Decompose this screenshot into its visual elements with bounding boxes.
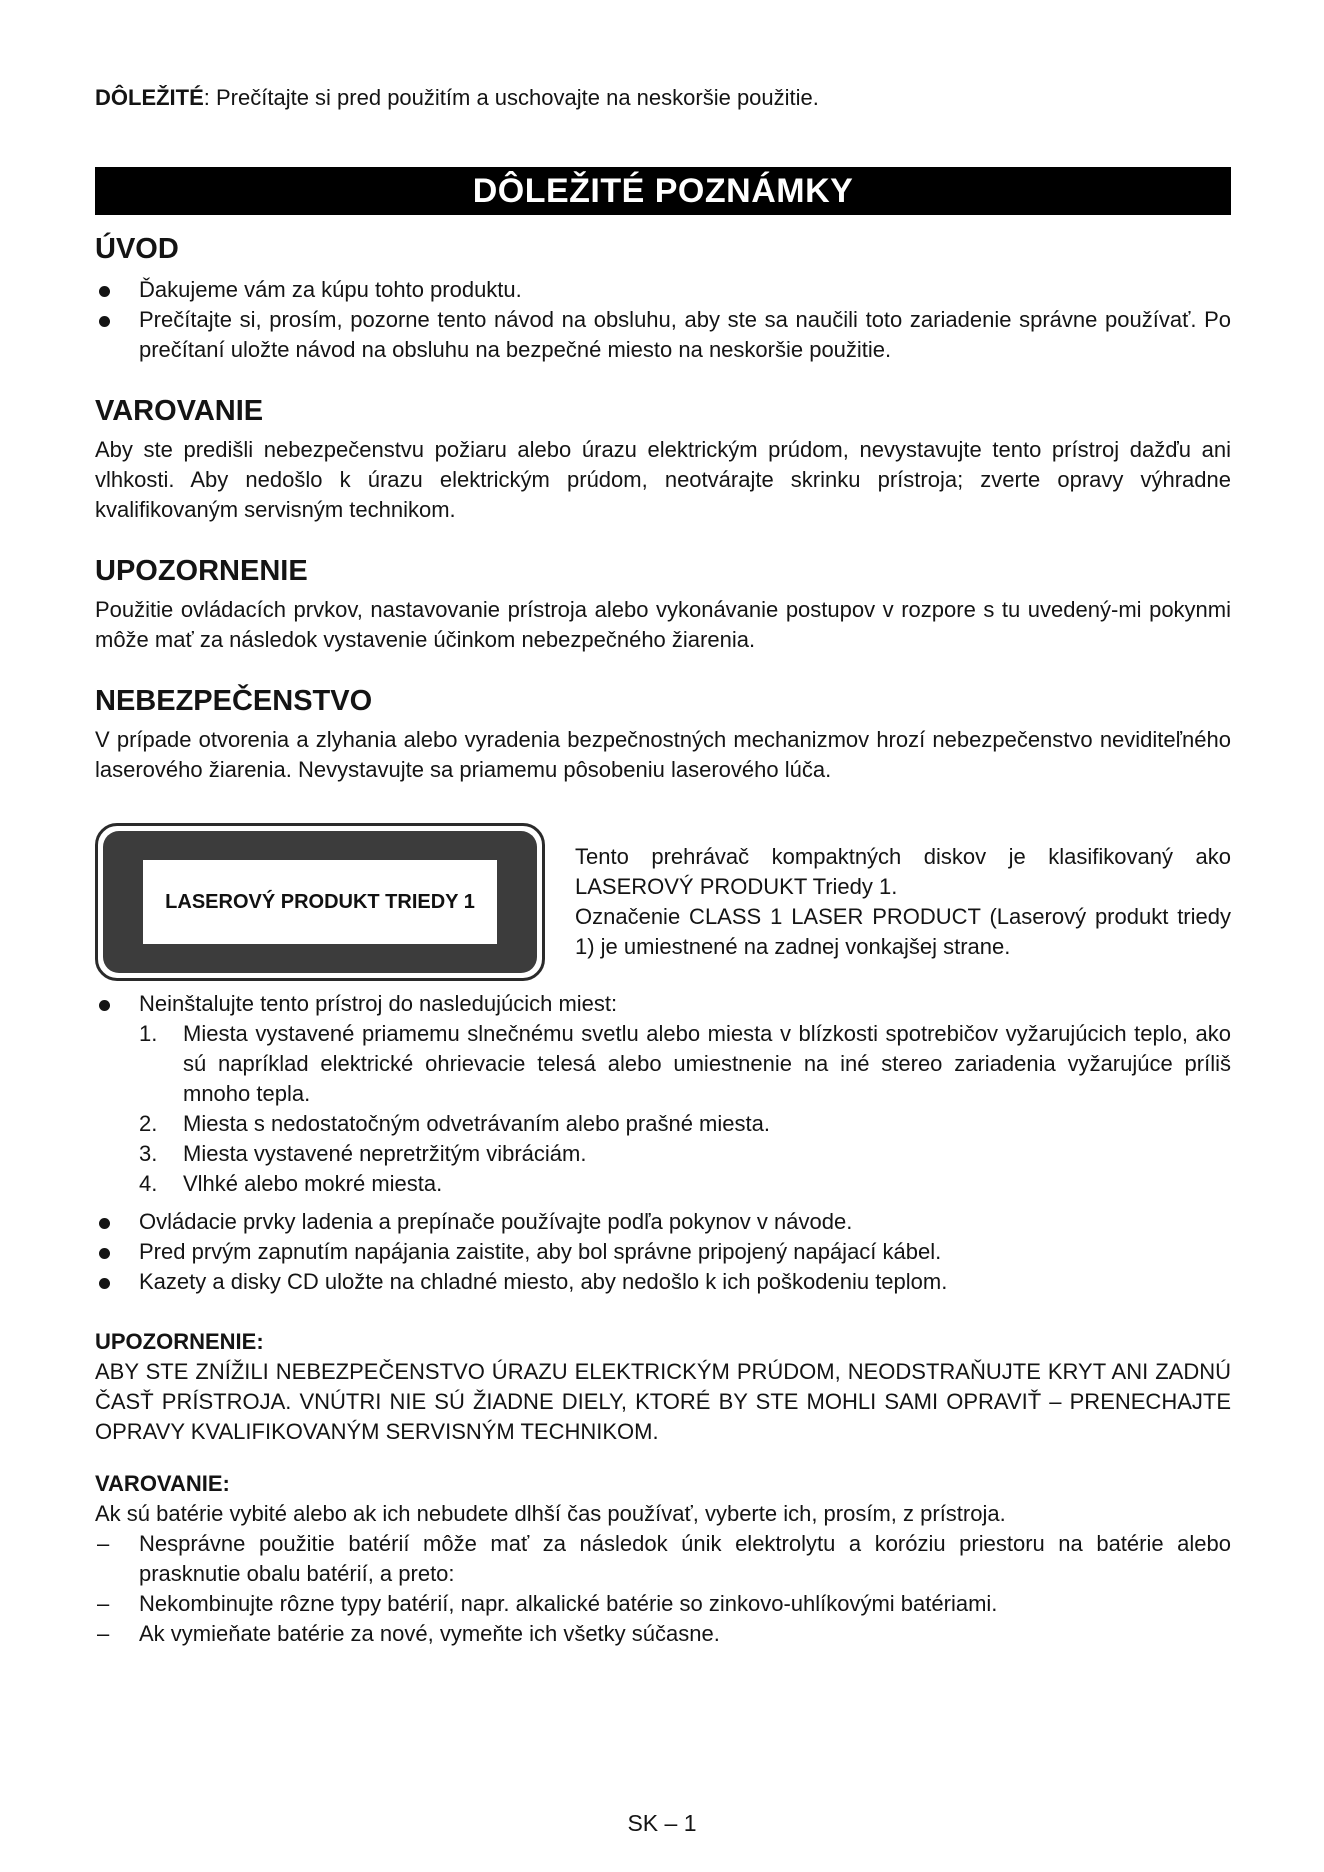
list-item: Pred prvým zapnutím napájania zaistite, aby bol správne pripojený napájací kábel. [95, 1237, 1231, 1267]
intro-text: : Prečítajte si pred použitím a uschovajte na neskoršie použitie. [203, 85, 819, 110]
heading-varovanie: VAROVANIE [95, 395, 264, 427]
warning-lead: Ak sú batérie vybité alebo ak ich nebudete dlhší čas používať, vyberte ich, prosím, z prístroja. [95, 1501, 1006, 1526]
numbered-item [139, 1019, 1231, 1109]
list-item: – Nekombinujte rôzne typy batérií, napr. alkalické batérie so zinkovo-uhlíkovými batériami. [95, 1589, 1231, 1619]
laser-line-2: Označenie CLASS 1 LASER PRODUCT (Laserový produkt triedy 1) je umiestnené na zadnej vonkajšej strane. [575, 904, 1231, 959]
warning-title: VAROVANIE: [95, 1471, 230, 1496]
laser-class-label [95, 823, 545, 981]
laser-label-text: LASEROVÝ PRODUKT TRIEDY 1 [143, 860, 497, 944]
section-banner: DÔLEŽITÉ POZNÁMKY [95, 167, 1231, 215]
numbered-item [139, 1169, 1231, 1199]
install-places [95, 1019, 1231, 1199]
item-text: Miesta vystavené priamemu slnečnému svetlu alebo miesta v blízkosti spotrebičov vyžarujúcich teplo, ako sú napríklad elektrické ohrievacie telesá alebo umiestnenie na iné stereo zariadenia vyžarujúce príliš mnoho tepla. [183, 1021, 1231, 1106]
upozornenie-text: Použitie ovládacích prvkov, nastavovanie prístroja alebo vykonávanie postupov v rozpore s tu uvedený-mi pokynmi môže mať za následok vystavenie účinkom nebezpečného žiarenia. [95, 597, 1231, 652]
battery-list [95, 1529, 1231, 1649]
numbered-item [139, 1109, 1231, 1139]
laser-description [575, 842, 1231, 962]
list-item: – Ak vymieňate batérie za nové, vymeňte ich všetky súčasne. [95, 1619, 1231, 1649]
heading-uvod: ÚVOD [95, 233, 179, 265]
item-number: 1. [139, 1021, 158, 1046]
list-item: Neinštalujte tento prístroj do nasledujúcich miest: [95, 989, 1231, 1019]
nebezpecenstvo-text: V prípade otvorenia a zlyhania alebo vyradenia bezpečnostných mechanizmov hrozí nebezpečenstvo neviditeľného laserového žiarenia. Nevystavujte sa priamemu pôsobeniu laserového lúča. [95, 727, 1231, 782]
list-item: Prečítajte si, prosím, pozorne tento návod na obsluhu, aby ste sa naučili toto zariadenie správne používať. Po prečítaní uložte návod na obsluhu na bezpečné miesto na neskoršie použitie. [95, 305, 1231, 365]
item-number: 2. [139, 1111, 158, 1136]
caution-text: ABY STE ZNÍŽILI NEBEZPEČENSTVO ÚRAZU ELEKTRICKÝM PRÚDOM, NEODSTRAŇUJTE KRYT ANI ZADNÚ ČASŤ PRÍSTROJA. VNÚTRI NIE SÚ ŽIADNE DIELY, KTORÉ BY STE MOHLI SAMI OPRAVIŤ – PRENECHAJTE OPRAVY KVALIFIKOVANÝM SERVISNÝM TECHNIKOM. [95, 1359, 1231, 1444]
heading-upozornenie: UPOZORNENIE [95, 555, 308, 587]
page-number: SK – 1 [627, 1810, 697, 1836]
laser-line-1: Tento prehrávač kompaktných diskov je klasifikovaný ako LASEROVÝ PRODUKT Triedy 1. [575, 844, 1231, 899]
item-text: Vlhké alebo mokré miesta. [183, 1171, 443, 1196]
heading-nebezpecenstvo: NEBEZPEČENSTVO [95, 685, 373, 717]
item-number: 4. [139, 1171, 158, 1196]
item-text: Miesta s nedostatočným odvetrávaním alebo prašné miesta. [183, 1111, 770, 1136]
usage-list [95, 1207, 1231, 1297]
numbered-item [139, 1139, 1231, 1169]
laser-label-frame [103, 831, 537, 973]
intro-line [95, 82, 1231, 114]
uvod-list [95, 275, 1231, 365]
intro-label: DÔLEŽITÉ [95, 85, 204, 110]
item-text: Miesta vystavené nepretržitým vibráciám. [183, 1141, 587, 1166]
list-item: Ďakujeme vám za kúpu tohto produktu. [95, 275, 1231, 305]
caution-title: UPOZORNENIE: [95, 1329, 264, 1354]
varovanie-text: Aby ste predišli nebezpečenstvu požiaru alebo úrazu elektrickým prúdom, nevystavujte tento prístroj dažďu ani vlhkosti. Aby nedošlo k úrazu elektrickým prúdom, neotvárajte skrinku prístroja; zverte opravy výhradne kvalifikovaným servisným technikom. [95, 437, 1231, 522]
page-content [95, 82, 1231, 1649]
item-number: 3. [139, 1141, 158, 1166]
install-list [95, 989, 1231, 1019]
laser-section [95, 823, 1231, 981]
list-item: – Nesprávne použitie batérií môže mať za následok únik elektrolytu a koróziu priestoru na batérie alebo prasknutie obalu batérií, a preto: [95, 1529, 1231, 1589]
list-item: Ovládacie prvky ladenia a prepínače používajte podľa pokynov v návode. [95, 1207, 1231, 1237]
list-item: Kazety a disky CD uložte na chladné miesto, aby nedošlo k ich poškodeniu teplom. [95, 1267, 1231, 1297]
